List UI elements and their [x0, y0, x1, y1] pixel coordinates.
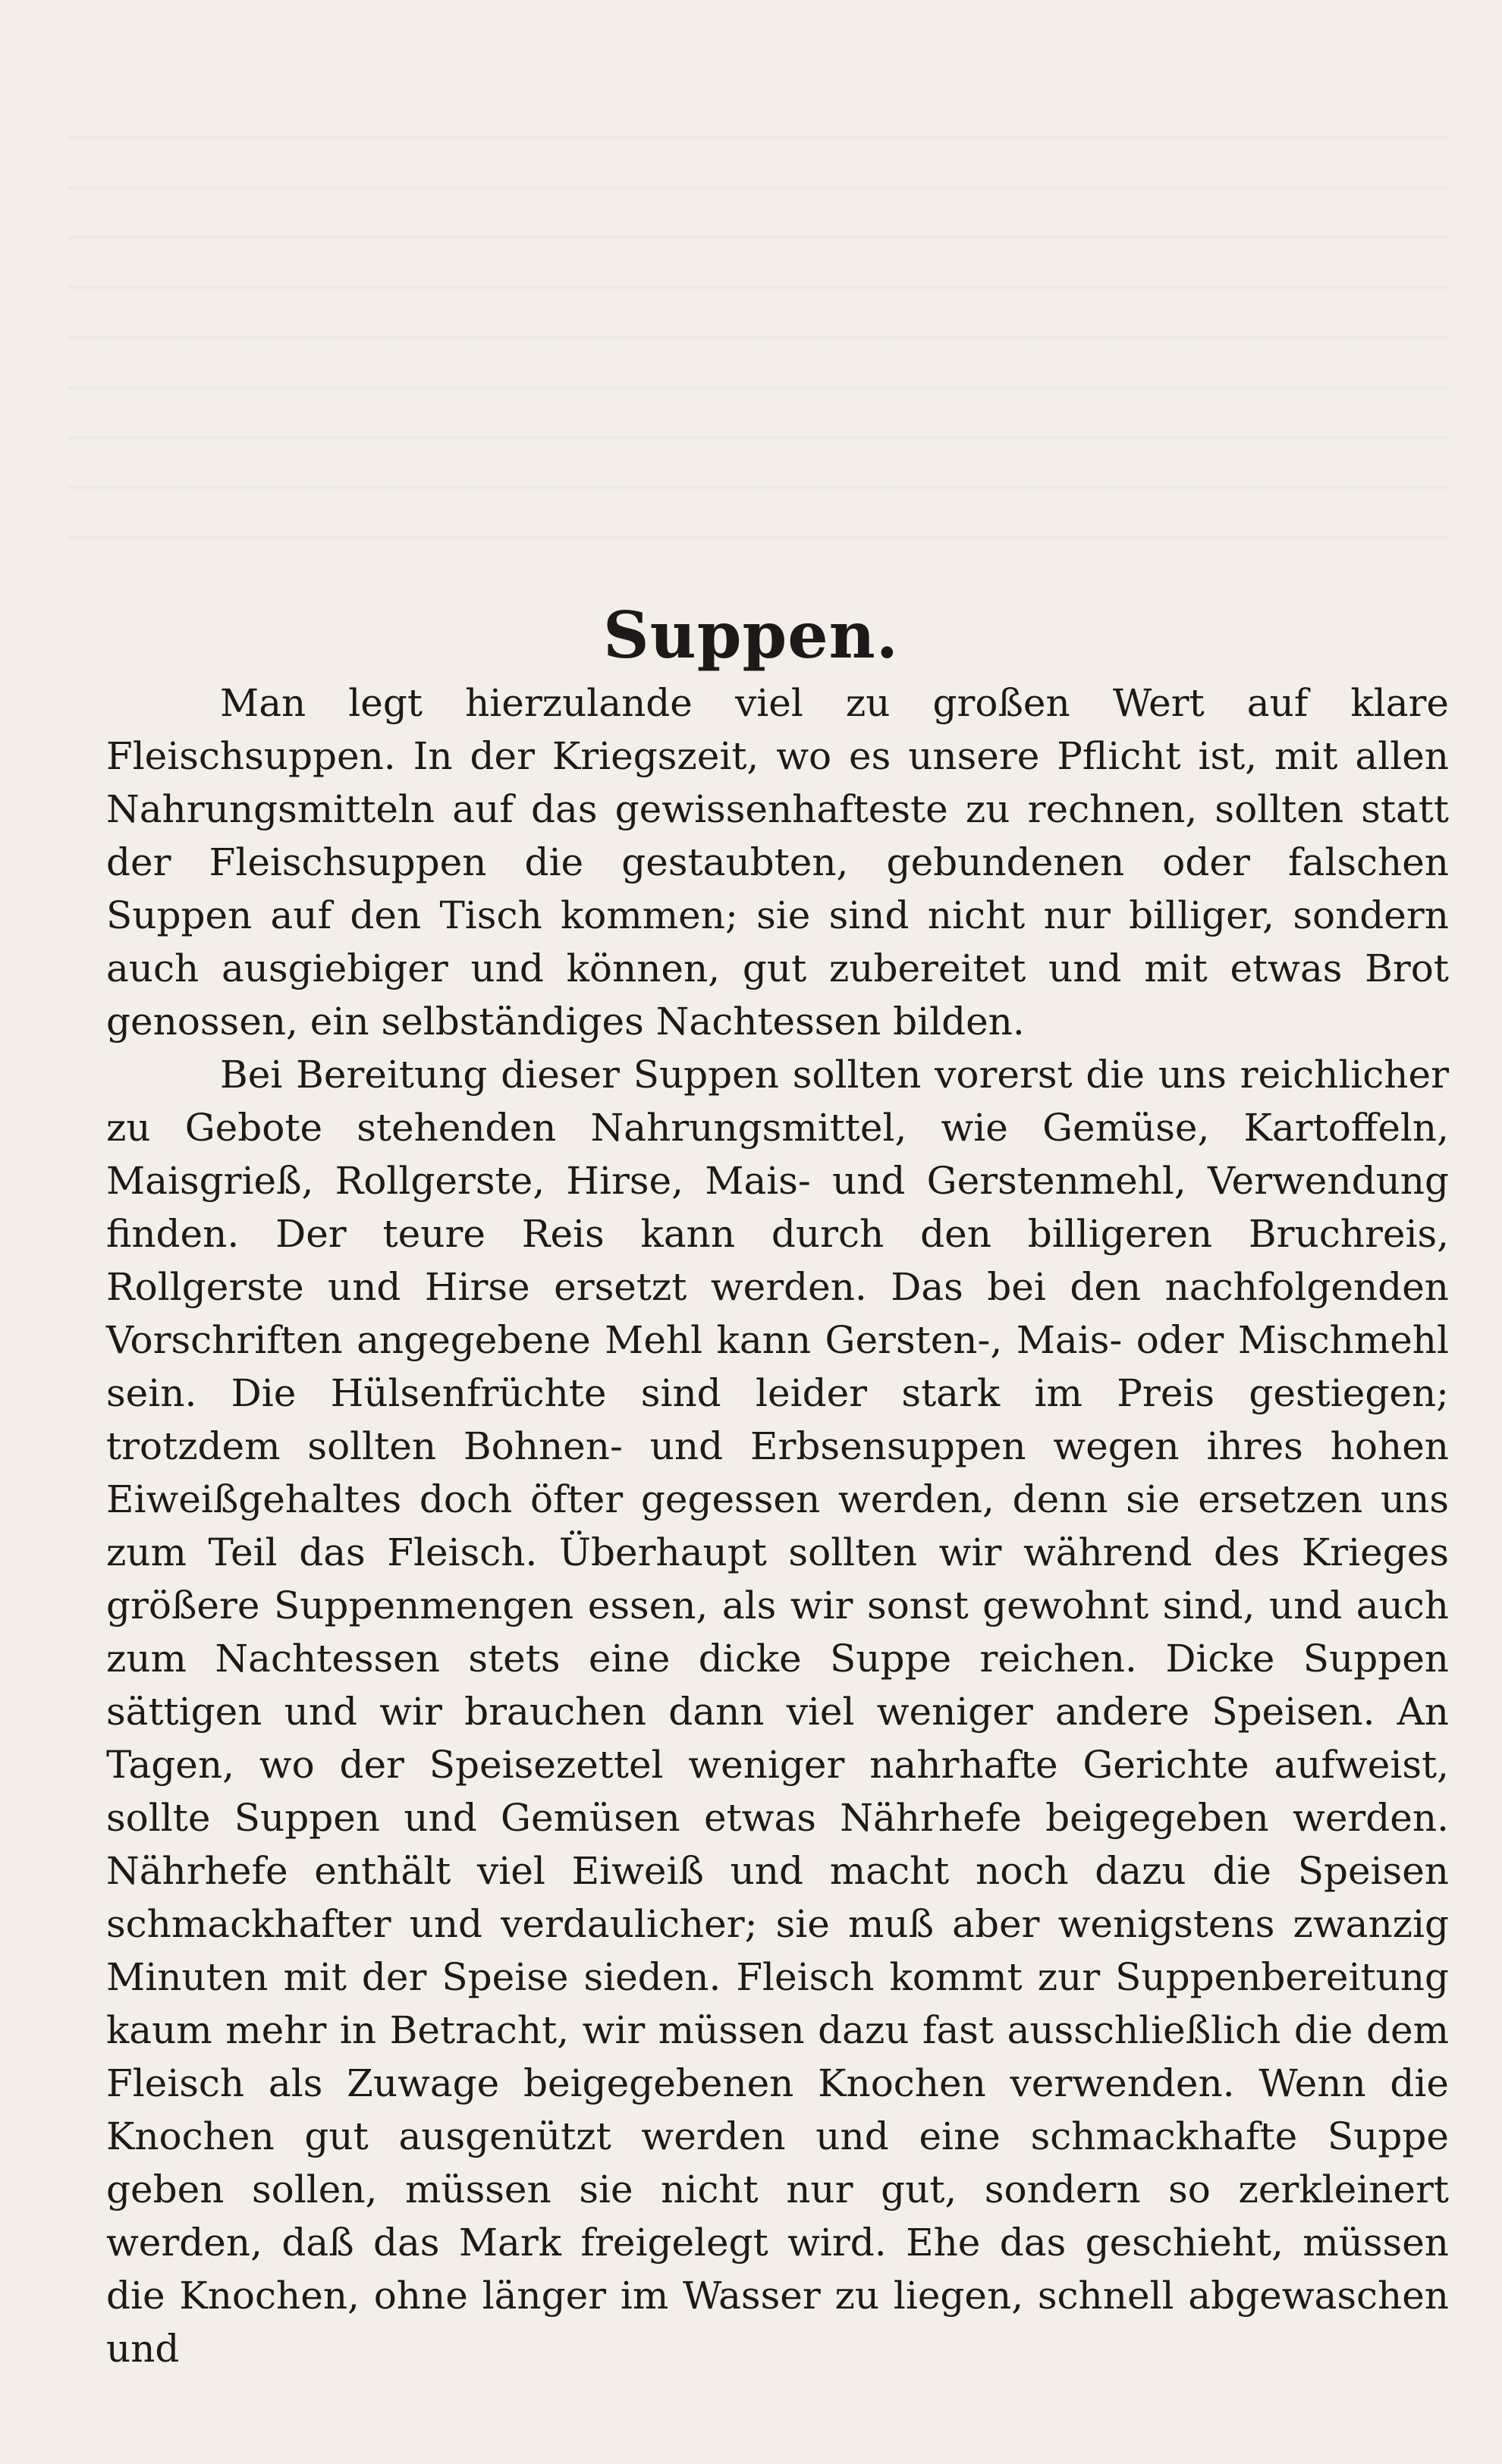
paragraph-1: Man legt hierzulande viel zu großen Wert auf klare Fleischsuppen. In der Kriegszeit, wo es unsere Pflicht ist, mit allen Nahrungsmitteln auf das gewissenhafteste zu rechnen, sollten statt der Fleischsuppen die gestaubten, gebundenen oder falschen Suppen auf den Tisch kommen; sie sind nicht nur billiger, sondern auch ausgiebiger und können, gut zubereitet und mit etwas Brot genossen, ein selbständiges Nachtessen bilden. — [106, 681, 1449, 1044]
section-heading: Suppen. — [603, 598, 899, 673]
show-through-text — [68, 91, 1449, 576]
paragraph-2: Bei Bereitung dieser Suppen sollten vorerst die uns reichlicher zu Gebote stehenden Nahrungsmittel, wie Gemüse, Kartoffeln, Maisgrieß, Rollgerste, Hirse, Mais- und Gerstenmehl, Verwendung finden. Der teure Reis kann durch den billigeren Bruchreis, Rollgerste und Hirse ersetzt werden. Das bei den nachfolgenden Vorschriften angegebene Mehl kann Gersten-, Mais- oder Mischmehl sein. Die Hülsenfrüchte sind leider stark im Preis gestiegen; trotzdem sollten Bohnen- und Erbsensuppen wegen ihres hohen Eiweißgehaltes doch öfter gegessen werden, denn sie ersetzen uns zum Teil das Fleisch. Überhaupt sollten wir während des Krieges größere Suppenmengen essen, als wir sonst gewohnt sind, und auch zum Nachtessen stets eine dicke Suppe reichen. Dicke Suppen sättigen und wir brauchen dann viel weniger andere Speisen. An Tagen, wo der Speisezettel weniger nahrhafte Gerichte aufweist, sollte Suppen und Gemüsen etwas Nährhefe beigegeben werden. Nährhefe enthält viel Eiweiß und macht noch dazu die Speisen schmackhafter und verdaulicher; sie muß aber wenigstens zwanzig Minuten mit der Speise sieden. Fleisch kommt zur Suppenbereitung kaum mehr in Betracht, wir müssen dazu fast ausschließlich die dem Fleisch als Zuwage beigegebenen Knochen verwenden. Wenn die Knochen gut ausgenützt werden und eine schmackhafte Suppe geben sollen, müssen sie nicht nur gut, sondern so zerkleinert werden, daß das Mark freigelegt wird. Ehe das geschieht, müssen die Knochen, ohne länger im Wasser zu liegen, schnell abgewaschen und — [106, 1053, 1449, 2371]
body-text — [106, 676, 1449, 2375]
